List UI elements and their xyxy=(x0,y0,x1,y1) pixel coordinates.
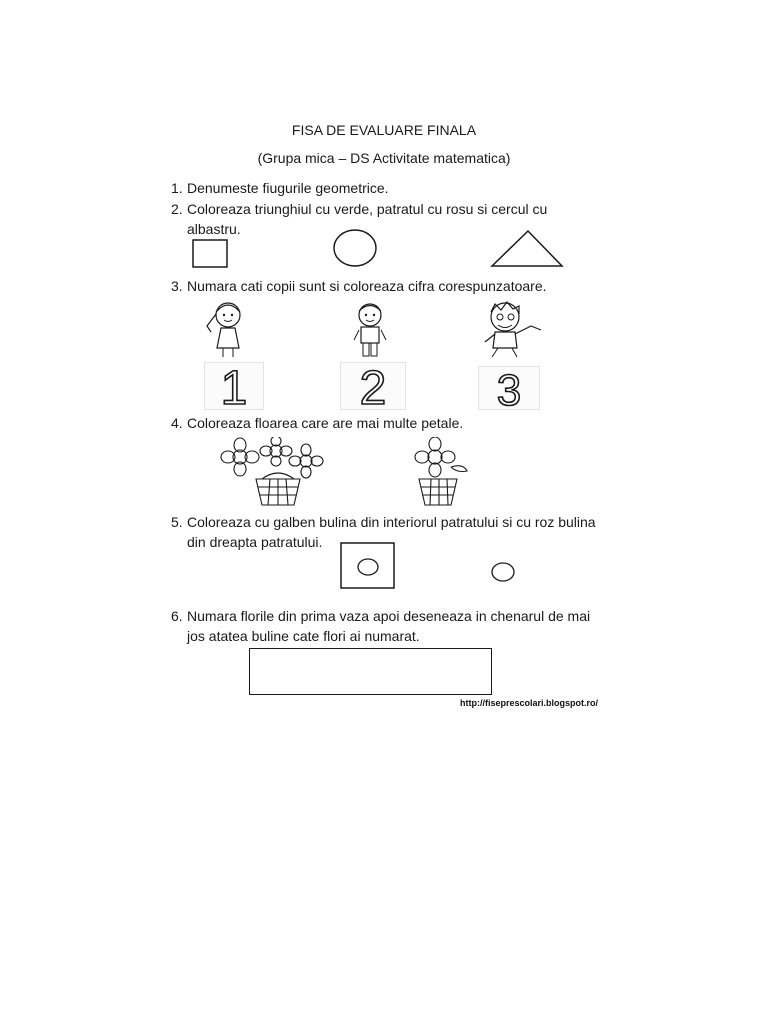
question-text: Coloreaza triunghiul cu verde, patratul cu rosu si cercul cu xyxy=(187,201,548,217)
digit-tile-1 xyxy=(204,362,264,410)
question-number: 2. xyxy=(171,201,183,217)
answer-box[interactable] xyxy=(249,648,492,695)
square-frame xyxy=(341,543,394,588)
digit-3: 3 xyxy=(496,367,522,409)
triangle-shape xyxy=(492,231,562,266)
flower-basket-large xyxy=(218,437,328,509)
question-text: Numara florile din prima vaza apoi deseneaza in chenarul de mai xyxy=(187,608,591,624)
square-with-dots xyxy=(340,540,520,592)
dot-inside-square xyxy=(358,559,378,575)
question-text-continued: din dreapta patratului. xyxy=(187,534,323,550)
question-number: 6. xyxy=(171,608,183,624)
square-shape xyxy=(193,240,227,267)
boy-illustration xyxy=(340,300,400,360)
digit-1: 1 xyxy=(220,363,248,409)
question-text-continued: albastru. xyxy=(187,221,241,237)
question-1 xyxy=(171,178,601,198)
question-number: 4. xyxy=(171,415,183,431)
child-waving-illustration xyxy=(465,300,555,360)
flower-basket-small xyxy=(405,437,475,509)
question-4 xyxy=(171,413,601,433)
question-number: 1. xyxy=(171,180,183,196)
digit-2: 2 xyxy=(359,363,387,409)
dot-right-of-square xyxy=(492,563,514,581)
worksheet-title: FISA DE EVALUARE FINALA xyxy=(291,122,477,138)
worksheet-subtitle: (Grupa mica – DS Activitate matematica) xyxy=(257,150,511,166)
question-number: 3. xyxy=(171,278,183,294)
geometric-shapes xyxy=(190,228,580,273)
source-url: http://fiseprescolari.blogspot.ro/ xyxy=(460,698,599,708)
question-text: Coloreaza cu galben bulina din interiorul patratului si cu roz bulina xyxy=(187,514,596,530)
question-text: Numara cati copii sunt si coloreaza cifra corespunzatoare. xyxy=(187,278,547,294)
question-number: 5. xyxy=(171,514,183,530)
question-text: Denumeste fiugurile geometrice. xyxy=(187,180,389,196)
question-6 xyxy=(171,606,601,646)
question-text-continued: jos atatea buline cate flori ai numarat. xyxy=(187,628,420,644)
circle-shape xyxy=(334,230,376,266)
question-3 xyxy=(171,276,601,296)
digit-tile-3 xyxy=(478,366,540,410)
question-text: Coloreaza floarea care are mai multe petale. xyxy=(187,415,464,431)
digit-tile-2 xyxy=(340,362,406,410)
girl-illustration xyxy=(195,300,265,360)
